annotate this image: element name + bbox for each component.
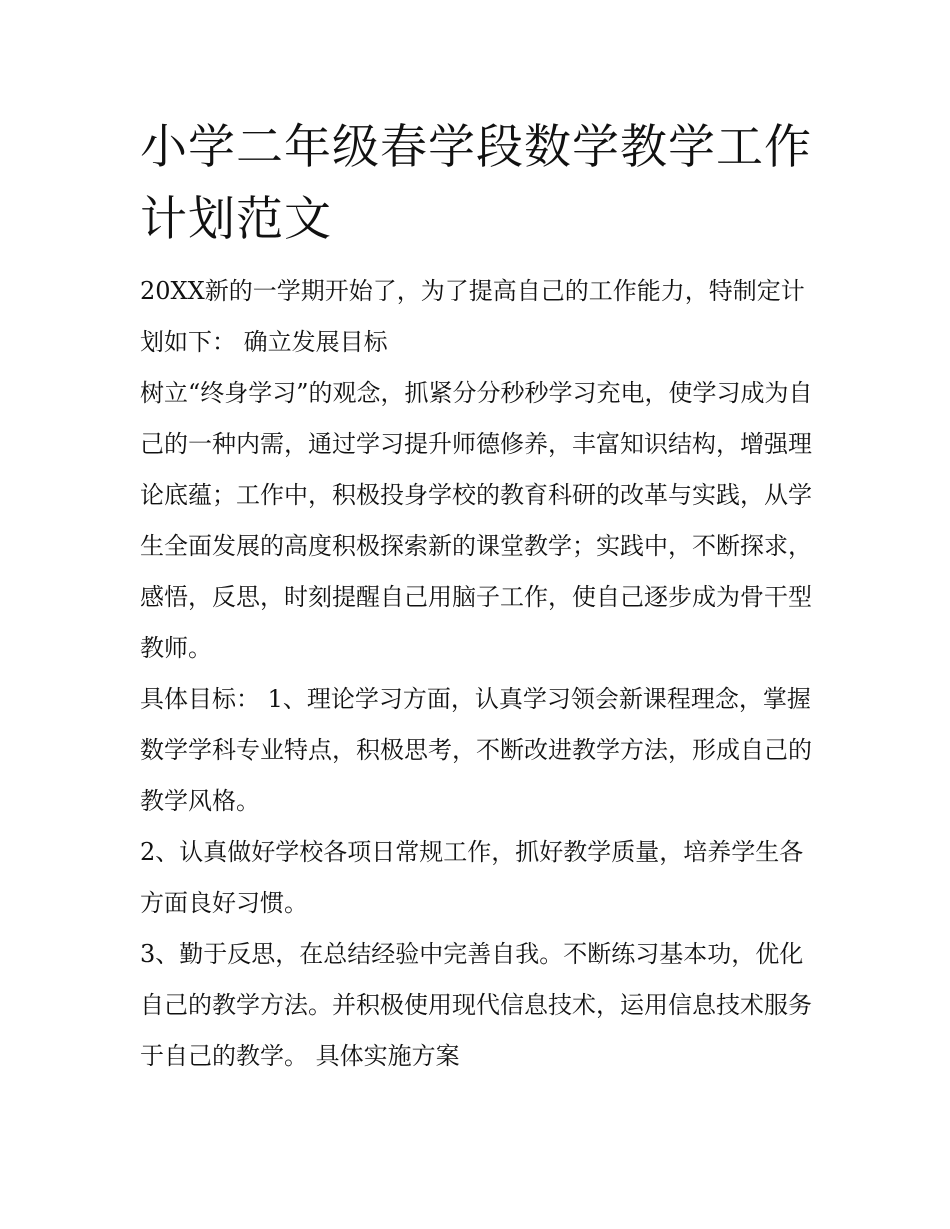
paragraph-intro: 20XX新的一学期开始了，为了提高自己的工作能力，特制定计划如下： 确立发展目标 [140, 277, 805, 356]
paragraph-specific-goal-3: 3、勤于反思，在总结经验中完善自我。不断练习基本功，优化自己的教学方法。并积极使用现代信息技术，运用信息技术服务于自己的教学。 具体实施方案 [140, 940, 812, 1070]
document-body [140, 112, 815, 1082]
paragraph-specific-goal-2: 2、认真做好学校各项日常规工作，抓好教学质量，培养学生各方面良好习惯。 [140, 838, 804, 917]
document-title: 小学二年级春学段数学教学工作计划范文 [140, 120, 812, 247]
paragraph-specific-goal-1: 具体目标： 1、理论学习方面，认真学习领会新课程理念，掌握数学学科专业特点，积极思考，不断改进教学方法，形成自己的教学风格。 [140, 685, 812, 815]
paragraph-goal: 树立“终身学习”的观念，抓紧分分秒秒学习充电，使学习成为自己的一种内需，通过学习提升师德修养，丰富知识结构，增强理论底蕴；工作中，积极投身学校的教育科研的改革与实践，从学生全面发展的高度积极探索新的课堂教学；实践中，不断探求，感悟，反思，时刻提醒自己用脑子工作，使自己逐步成为骨干型教师。 [140, 379, 813, 662]
